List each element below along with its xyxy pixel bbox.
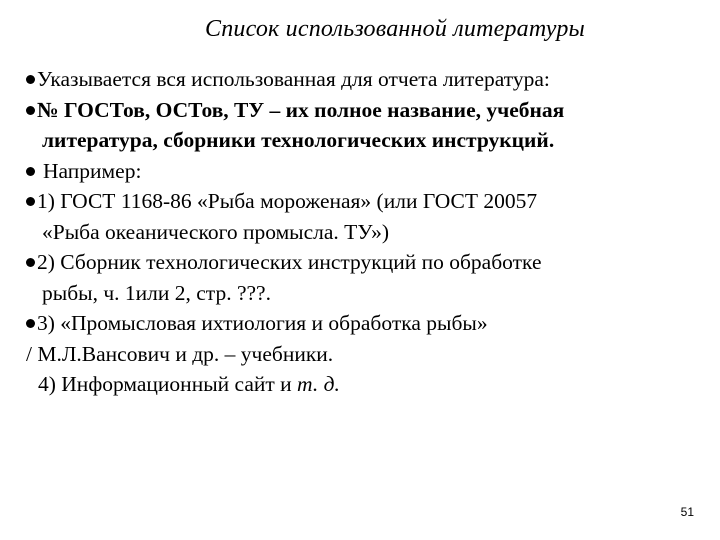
- bullet-icon: [26, 75, 35, 84]
- bullet-icon: [26, 258, 35, 267]
- list-item: [26, 308, 706, 339]
- slide-title: Список использованной литературы: [204, 16, 586, 42]
- list-item: [26, 156, 706, 187]
- list-item-text-italic: т. д.: [297, 372, 340, 396]
- bullet-icon: [26, 197, 35, 206]
- list-item-text: Указывается вся использованная для отчета литература:: [37, 67, 550, 91]
- list-item: [26, 186, 706, 217]
- list-item-text: 3) «Промысловая ихтиология и обработка рыбы»: [37, 311, 488, 335]
- list-item: [26, 95, 706, 126]
- list-item-continuation: [26, 339, 706, 370]
- list-item-text: 2) Сборник технологических инструкций по обработке: [37, 250, 542, 274]
- slide-content: [26, 64, 706, 400]
- list-item-text: рыбы, ч. 1или 2, стр. ???.: [42, 280, 271, 305]
- list-item-continuation: [26, 125, 706, 156]
- page-number: 51: [680, 505, 694, 519]
- bullet-icon: [26, 167, 35, 176]
- bullet-icon: [26, 319, 35, 328]
- list-item: [26, 247, 706, 278]
- list-item: [26, 369, 706, 400]
- list-item-text: 1) ГОСТ 1168-86 «Рыба мороженая» (или ГОСТ 20057: [37, 189, 538, 213]
- list-item: [26, 64, 706, 95]
- list-item-text: Например:: [43, 158, 142, 183]
- list-item-text: 4) Информационный сайт и: [38, 372, 298, 396]
- list-item-continuation: [26, 278, 706, 309]
- list-item-continuation: [26, 217, 706, 248]
- list-item-text: литература, сборники технологических инструкций.: [42, 128, 555, 152]
- list-item-text: «Рыба океанического промысла. ТУ»): [42, 219, 390, 244]
- list-item-text: / М.Л.Вансович и др. – учебники.: [26, 341, 334, 366]
- bullet-icon: [26, 106, 35, 115]
- list-item-text: № ГОСТов, ОСТов, ТУ – их полное название, учебная: [37, 97, 565, 122]
